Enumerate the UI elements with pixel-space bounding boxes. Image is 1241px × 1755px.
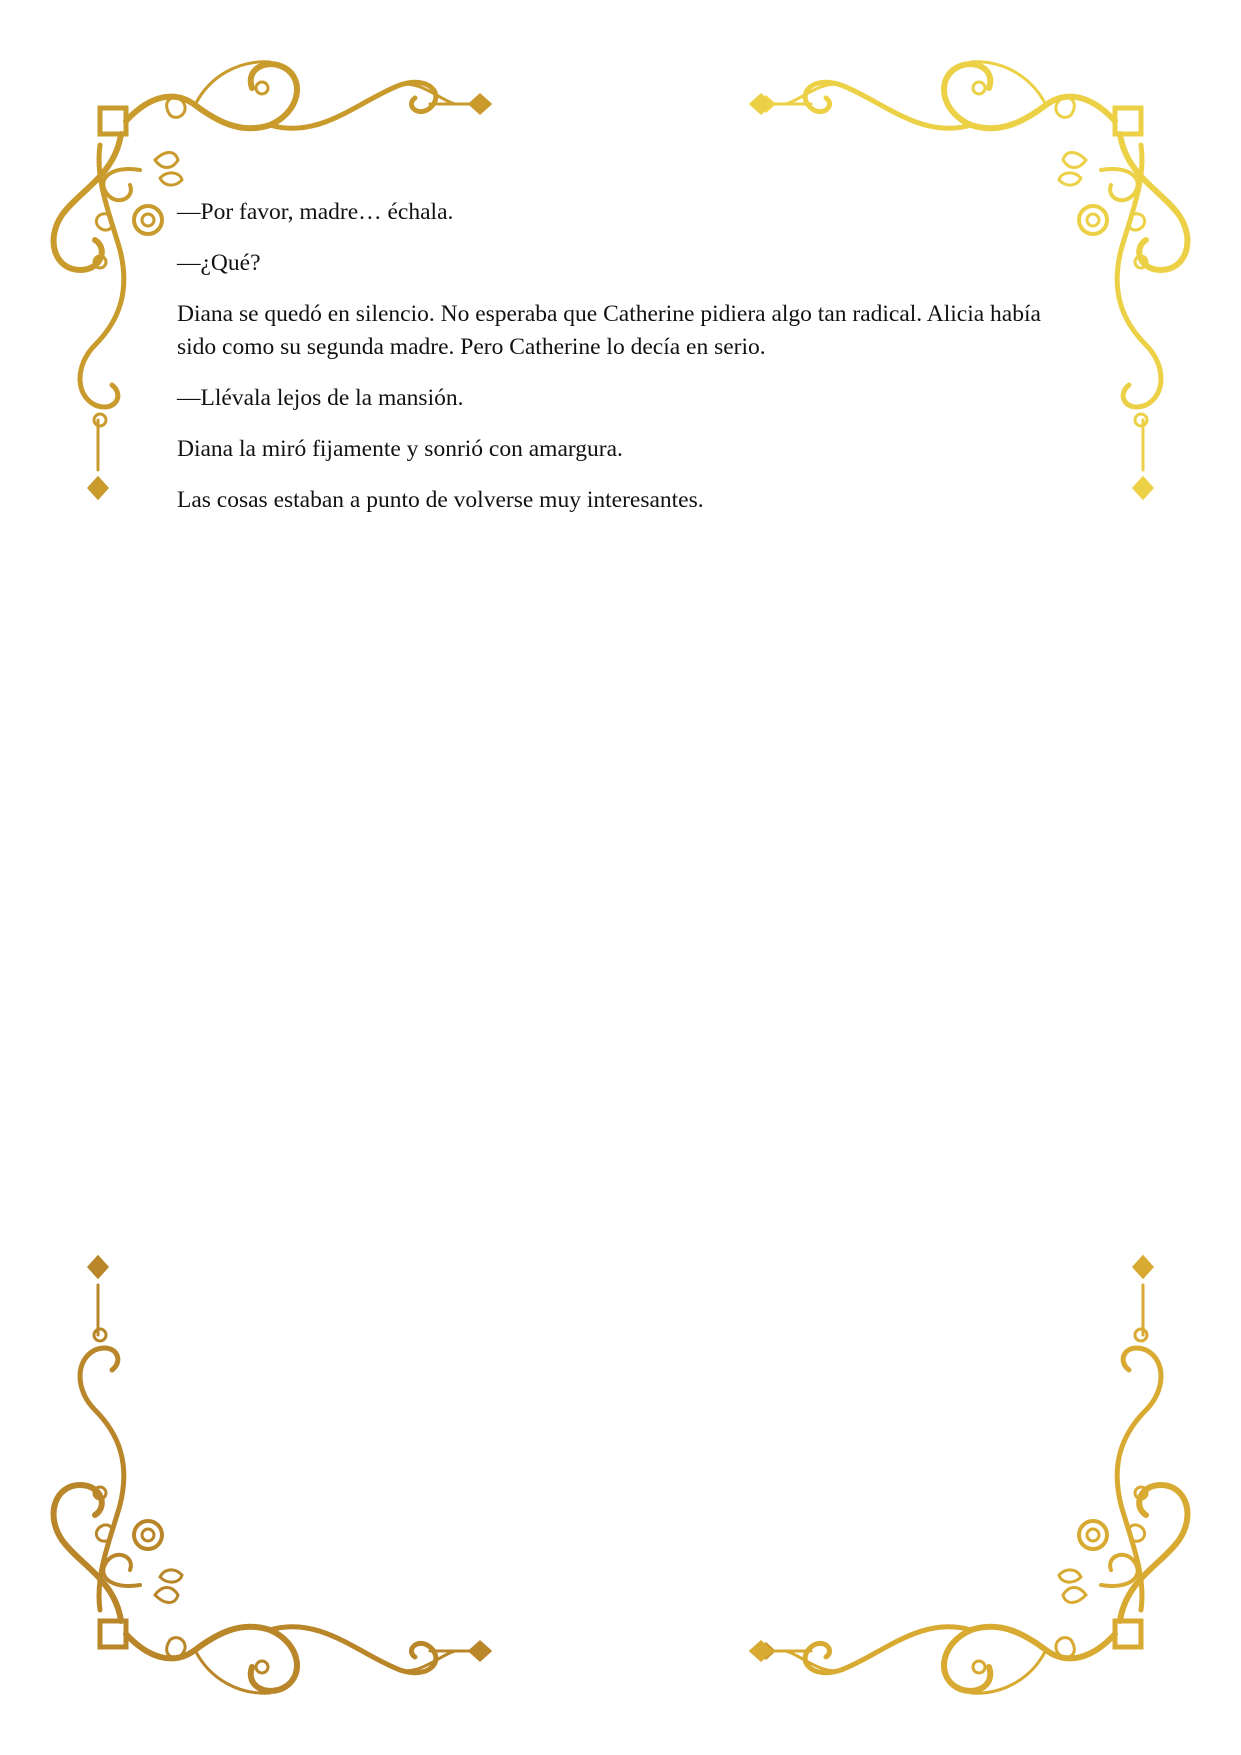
paragraph: —¿Qué?: [177, 250, 261, 276]
paragraph: —Por favor, madre… échala.: [177, 199, 454, 225]
paragraph: —Llévala lejos de la mansión.: [177, 385, 464, 411]
paragraph: Las cosas estaban a punto de volverse muy interesantes.: [177, 487, 704, 513]
paragraph: Diana la miró fijamente y sonrió con amargura.: [177, 436, 623, 462]
story-text: [177, 196, 1077, 535]
paragraph: Diana se quedó en silencio. No esperaba que Catherine pidiera algo tan radical. Alicia había sido como su segunda madre. Pero Catherine lo decía en serio.: [177, 301, 1041, 360]
